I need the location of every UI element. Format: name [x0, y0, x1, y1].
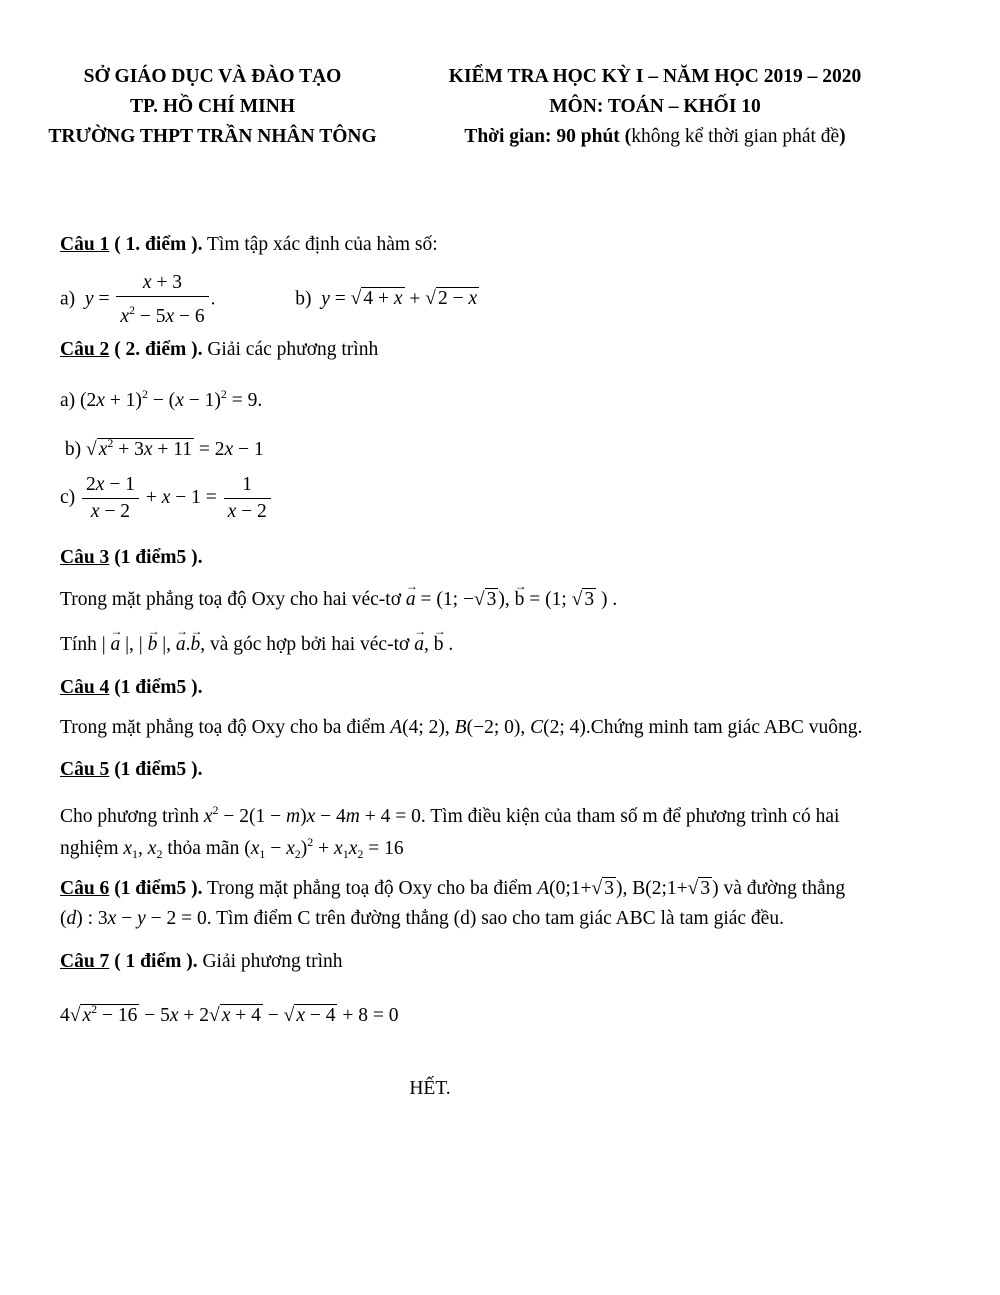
school-header [20, 62, 405, 152]
question-5-line-2: nghiệm $x_1$, $x_2$ thỏa mãn $(x_1 - x_2)^2 + x_1x_2 = 16$ [60, 835, 404, 861]
question-4-line-1: Trong mặt phẳng toạ độ Oxy cho ba điểm A(4; 2), B(−2; 0), C(2; 4).Chứng minh tam giác ABC vuông. [60, 717, 863, 738]
question-4-title: Câu 4 (1 điểm5 ). [60, 677, 203, 698]
sqrt-icon: √ 3 [571, 589, 595, 610]
question-7-equation: 4√ $x^2 - 16 - 5x + 2√$ x + 4 − √ x − 4 + 8 = 0 [60, 996, 398, 1029]
fraction-q1a: $\frac{x + 3}{x^2 - 5x - 6}$ [116, 270, 208, 330]
school-name: TRƯỜNG THPT TRẦN NHÂN TÔNG [48, 126, 377, 147]
sqrt-icon: √ $x^2 - 16$ [69, 1002, 138, 1026]
sqrt-icon: √ 3 [687, 878, 711, 899]
sqrt-icon: √ 4 + x [350, 288, 403, 310]
department-name: SỞ GIÁO DỤC VÀ ĐÀO TẠO [83, 66, 342, 87]
question-2a: a) $(2x + 1)^2 - (x - 1)^2 = 9$. [60, 387, 263, 411]
question-5-title: Câu 5 (1 điểm5 ). [60, 759, 203, 780]
exam-subject: MÔN: TOÁN – KHỐI 10 [549, 96, 761, 117]
fraction-q2c-left: $\frac{2x - 1}{x - 2}$ [82, 472, 139, 525]
question-1-title: Câu 1 ( 1. điểm ). Tìm tập xác định của hàm số: [60, 234, 438, 255]
question-3-line-2: Tính | → a |, | → b |, → a.→ b, và góc hợp bởi hai véc-tơ → a, → b . [60, 632, 453, 658]
sqrt-icon: √ 3 [473, 589, 497, 610]
question-6-line-1: Câu 6 (1 điểm5 ). Trong mặt phẳng toạ độ Oxy cho ba điểm A(0;1+√ 3 ), B(2;1+√ 3 ) và đường thẳng [60, 876, 845, 902]
sqrt-icon: √ 2 − x [425, 288, 478, 310]
fraction-q2c-right: $\frac{1}{x - 2}$ [224, 472, 271, 525]
question-2c: c) $\frac{2x - 1}{x - 2}$ + x − 1 = $\frac{1}{x - 2}$ [60, 472, 273, 525]
question-3-title: Câu 3 (1 điểm5 ). [60, 547, 203, 568]
question-7-title: Câu 7 ( 1 điểm ). Giải phương trình [60, 951, 343, 972]
question-5-line-1: Cho phương trình $x^2 - 2(1 - m)x - 4m + 4 = 0$. Tìm điều kiện của tham số m để phương trình có hai [60, 803, 840, 827]
question-3-line-1: Trong mặt phẳng toạ độ Oxy cho hai véc-tơ → a = (1; −√ 3 ), → b = (1; √ 3 ) . [60, 587, 617, 613]
sqrt-icon: √ x − 4 [283, 1005, 336, 1026]
sqrt-icon: √ 3 [591, 878, 614, 899]
question-2b: b) √ $x^2 + 3x + 11 = 2x - 1$ [60, 430, 264, 463]
question-2-title: Câu 2 ( 2. điểm ). Giải các phương trình [60, 339, 379, 360]
sqrt-icon: √ $x^2 + 3x + 11$ [86, 436, 193, 460]
exam-duration: Thời gian: 90 phút (không kể thời gian phát đề) [464, 126, 846, 147]
question-1-items: a) y = $\frac{x + 3}{x^2 - 5x - 6}$ . b) y = √ 4 + x + √ 2 − x [60, 270, 479, 330]
city-name: TP. HỒ CHÍ MINH [129, 96, 296, 117]
question-6-line-2: (d) : 3x − y − 2 = 0. Tìm điểm C trên đường thẳng (d) sao cho tam giác ABC là tam giác đều. [60, 908, 784, 929]
end-marker: HẾT. [409, 1078, 451, 1099]
sqrt-icon: √ x + 4 [209, 1005, 261, 1026]
exam-header [415, 62, 895, 152]
exam-title: KIỂM TRA HỌC KỲ I – NĂM HỌC 2019 – 2020 [448, 66, 862, 87]
